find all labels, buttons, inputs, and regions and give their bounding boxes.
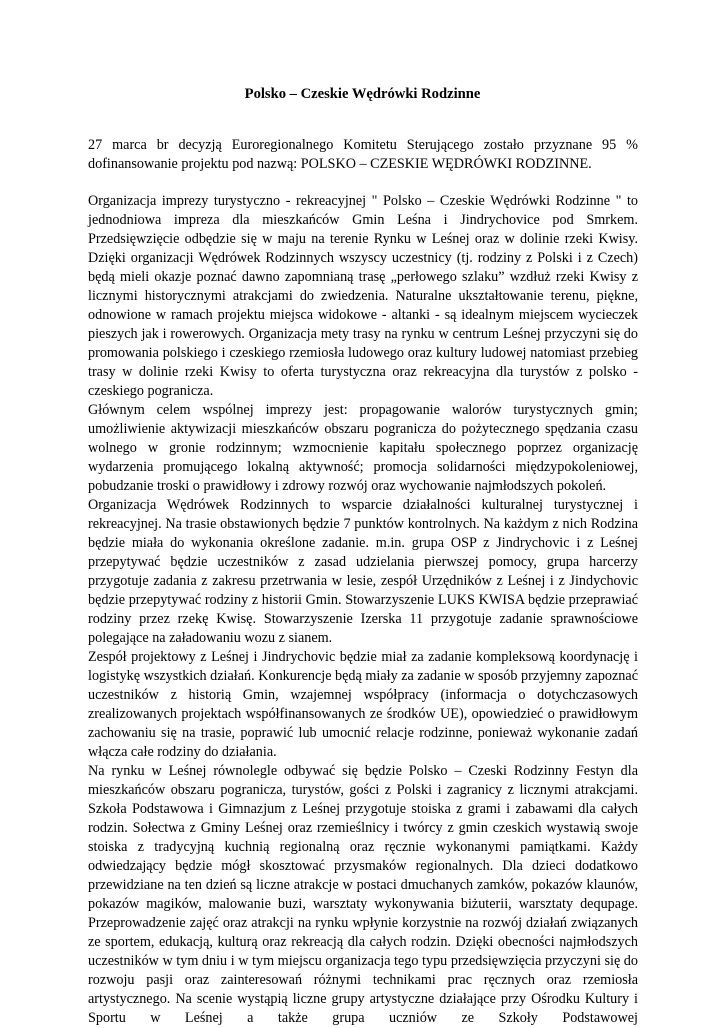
paragraph-main-goal: Głównym celem wspólnej imprezy jest: propagowanie walorów turystycznych gmin; umożliwienie aktywizacji mieszkańców obszaru pogranicza do pożytecznego spędzania czasu wolnego w gronie rodzinnym; wzmocnienie kapitału społecznego poprzez organizację wydarzenia promującego lokalną aktywność; promocja solidarności międzypokoleniowej, pobudzanie troski o prawidłowy i zdrowy rozwój oraz wychowanie najmłodszych pokoleń. (88, 402, 638, 494)
document-body (88, 136, 638, 1028)
paragraph-project-team: Zespół projektowy z Leśnej i Jindrychovic będzie miał za zadanie kompleksową koordynację i logistykę wszystkich działań. Konkurencje będą miały za zadanie w sposób przyjemny zapoznać uczestników z historią Gmin, wzajemnej współpracy (informacja o dotychczasowych zrealizowanych projektach współfinansowanych ze środków UE), opowiedzieć o prawidłowym zachowaniu się na trasie, poprawić lub umocnić relacje rodzinne, ponieważ wykonanie zadań włącza całe rodziny do działania. (88, 649, 638, 760)
document-title: Polsko – Czeskie Wędrówki Rodzinne (244, 86, 481, 102)
paragraph-funding: 27 marca br decyzją Euroregionalnego Komitetu Sterującego zostało przyznane 95 % dofinansowanie projektu pod nazwą: POLSKO – CZESKIE WĘDRÓWKI RODZINNE. (88, 137, 638, 172)
paragraph-organization: Organizacja Wędrówek Rodzinnych to wsparcie działalności kulturalnej turystycznej i rekreacyjnej. Na trasie obstawionych będzie 7 punktów kontrolnych. Na każdym z nich Rodzina będzie miała do wykonania określone zadanie. m.in. grupa OSP z Jindrychovic i z Leśnej przepytywać będzie uczestników z zasad udzielania pierwszej pomocy, grupa harcerzy przygotuje zadania z zakresu przetrwania w lesie, zespół Urzędników z Leśnej i z Jindychovic będzie przepytywać rodziny z historii Gmin. Stowarzyszenie LUKS KWISA będzie przeprawiać rodziny przez rzekę Kwisę. Stowarzyszenie Izerska 11 przygotuje zadanie sprawnościowe polegające na załadowaniu wozu z sianem. (88, 497, 638, 646)
paragraph-event-description: Organizacja imprezy turystyczno - rekreacyjnej " Polsko – Czeskie Wędrówki Rodzinne " to jednodniowa impreza dla mieszkańców Gmin Leśna i Jindrychovice pod Smrkem. Przedsięwzięcie odbędzie się w maju na terenie Rynku w Leśnej oraz w dolinie rzeki Kwisy. Dzięki organizacji Wędrówek Rodzinnych wszyscy uczestnicy (tj. rodziny z Polski i z Czech) będą mieli okazje poznać dawno zapomnianą trasę „perłowego szlaku” wzdłuż rzeki Kwisy z licznymi historycznymi atrakcjami do zwiedzenia. Naturalne ukształtowanie terenu, piękne, odnowione w ramach projektu miejsca widokowe - altanki - są idealnym miejscem wycieczek pieszych jak i rowerowych. Organizacja mety trasy na rynku w centrum Leśnej przyczyni się do promowania polskiego i czeskiego rzemiosła ludowego oraz kultury ludowej natomiast przebieg trasy w dolinie rzeki Kwisy to oferta turystyczna oraz rekreacyjna dla turystów z polsko - czeskiego pogranicza. (88, 193, 638, 399)
paragraph-festival: Na rynku w Leśnej równolegle odbywać się będzie Polsko – Czeski Rodzinny Festyn dla mieszkańców obszaru pogranicza, turystów, gości z Polski i zagranicy z licznymi atrakcjami. Szkoła Podstawowa i Gimnazjum z Leśnej przygotuje stoiska z grami i zabawami dla całych rodzin. Sołectwa z Gminy Leśnej oraz rzemieślnicy i twórcy z gmin czeskich wystawią swoje stoiska z tradycyjną kuchnią regionalną oraz ręcznie wykonanymi pamiątkami. Każdy odwiedzający będzie mógł skosztować przysmaków regionalnych. Dla dzieci dodatkowo przewidziane na ten dzień są liczne atrakcje w postaci dmuchanych zamków, pokazów klaunów, pokazów magików, malowanie buzi, warsztaty wykonywania biżuterii, warsztaty dequpage. Przeprowadzenie zajęć oraz atrakcji na rynku wpłynie korzystnie na rozwój działań związanych ze sportem, edukacją, kulturą oraz rekreacją dla całych rodzin. Dzięki obecności najmłodszych uczestników w tym dniu i w tym miejscu organizacja tego typu przedsięwzięcia przyczyni się do rozwoju pasji oraz zainteresowań różnymi technikami prac ręcznych oraz rzemiosła artystycznego. Na scenie wystąpią liczne grupy artystyczne działające przy Ośrodku Kultury i Sportu w Leśnej a także grupa uczniów ze Szkoły Podstawowej (88, 763, 638, 1026)
